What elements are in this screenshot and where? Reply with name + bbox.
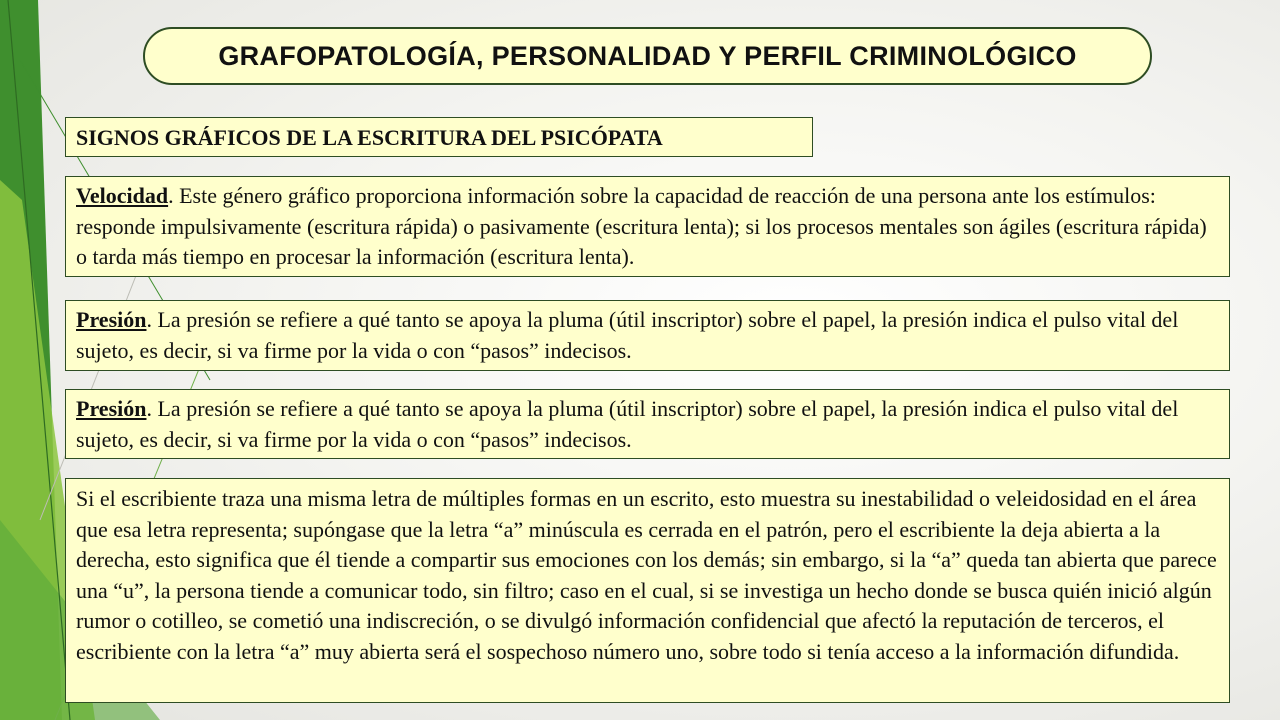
velocidad-term: Velocidad [76,183,169,208]
presion-term-2: Presión [76,396,147,421]
presion-text-box-2 [65,389,1230,459]
presion-description-2: . La presión se refiere a qué tanto se apoya la pluma (útil inscriptor) sobre el papel, la presión indica el pulso vital del sujeto, es decir, si va firme por la vida o con “pasos” indecisos. [76,396,1179,452]
title-banner [143,27,1152,85]
subtitle-box [65,117,813,157]
escribiente-paragraph: Si el escribiente traza una misma letra de múltiples formas en un escrito, esto muestra su inestabilidad o veleidosidad en el área que esa letra representa; supóngase que la letra “a” minúscula es cerrada en el patrón, pero el escribiente la deja abierta a la derecha, esto significa que él tiende a compartir sus emociones con los demás; sin embargo, si la “a” queda tan abierta que parece una “u”, la persona tiende a comunicar todo, sin filtro; caso en el cual, si se investiga un hecho donde se busca quién inició algún rumor o cotilleo, se cometió una indiscreción, o se divulgó información confidencial que afectó la reputación de terceros, el escribiente con la letra “a” muy abierta será el sospechoso número uno, sobre todo si tenía acceso a la información difundida. [76,486,1217,664]
velocidad-description: . Este género gráfico proporciona información sobre la capacidad de reacción de una persona ante los estímulos: responde impulsivamente (escritura rápida) o pasivamente (escritura lenta); si los procesos mentales son ágiles (escritura rápida) o tarda más tiempo en procesar la información (escritura lenta). [76,183,1207,269]
presion-description-1: . La presión se refiere a qué tanto se apoya la pluma (útil inscriptor) sobre el papel, la presión indica el pulso vital del sujeto, es decir, si va firme por la vida o con “pasos” indecisos. [76,307,1179,363]
presion-term-1: Presión [76,307,147,332]
page-title: GRAFOPATOLOGÍA, PERSONALIDAD Y PERFIL CRIMINOLÓGICO [218,40,1077,71]
presion-text-box-1 [65,300,1230,371]
section-heading: SIGNOS GRÁFICOS DE LA ESCRITURA DEL PSICÓPATA [76,125,663,150]
escribiente-text-box [65,478,1230,703]
velocidad-text-box [65,176,1230,277]
